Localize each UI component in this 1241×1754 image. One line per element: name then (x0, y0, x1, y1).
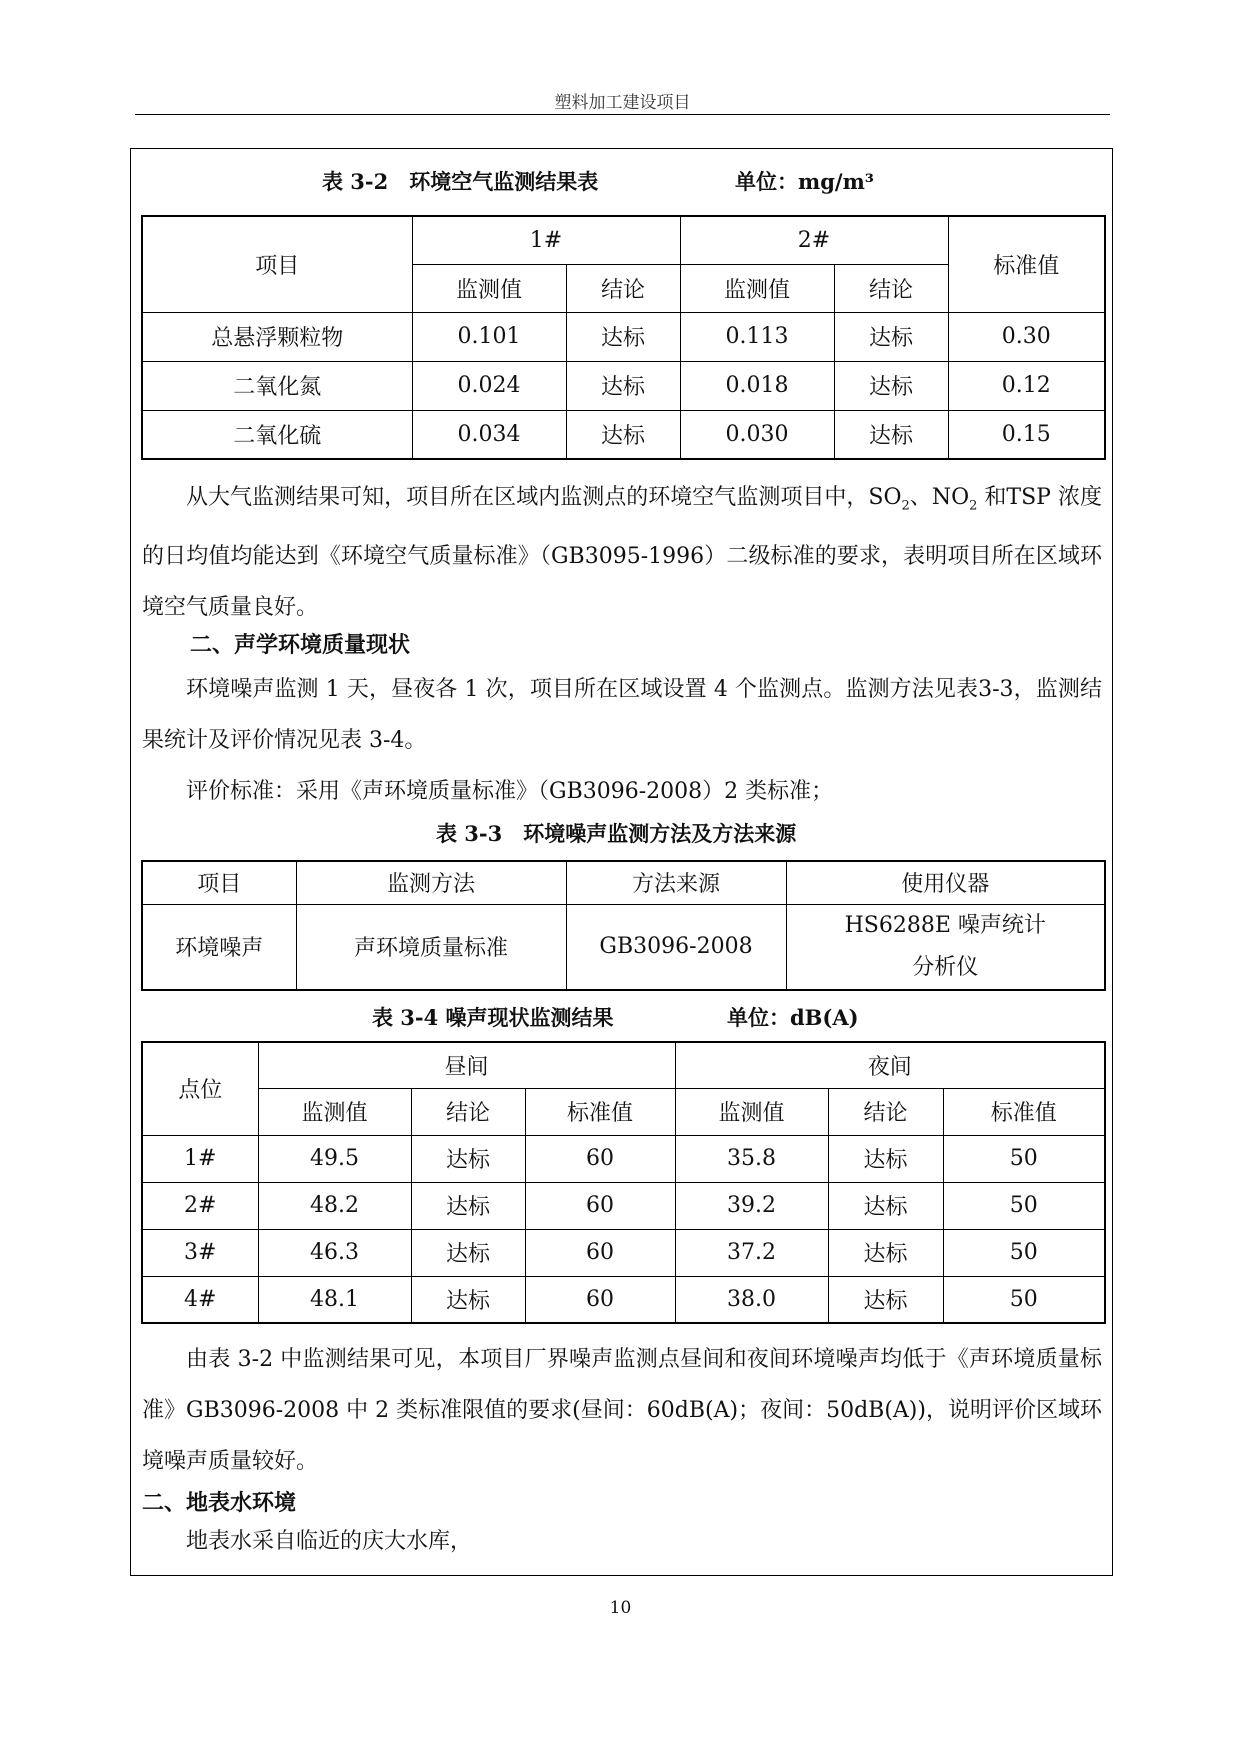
t34-point: 1# (142, 1135, 258, 1182)
page-number: 10 (609, 1598, 632, 1618)
t32-c2: 达标 (834, 312, 948, 361)
t34-head-standard: 标准值 (943, 1088, 1105, 1135)
table-row (142, 1135, 1105, 1182)
t32-head-standard: 标准值 (948, 216, 1105, 312)
t32-head-site1: 1# (412, 216, 680, 264)
t33-item: 环境噪声 (142, 904, 296, 990)
t33-instrument-line1: HS6288E 噪声统计 (844, 912, 1046, 938)
para1-sub-2: 2 (969, 498, 978, 514)
para1-sub-1: 2 (901, 498, 910, 514)
para3-text: 评价标准：采用《声环境质量标准》（GB3096-2008）2 类标准； (186, 779, 834, 804)
t34-night-value: 35.8 (675, 1135, 828, 1182)
t34-night-conclusion: 达标 (828, 1276, 943, 1323)
t34-night-value: 39.2 (675, 1182, 828, 1229)
t34-day-value: 48.2 (258, 1182, 411, 1229)
t34-night-value: 37.2 (675, 1229, 828, 1276)
t34-night-standard: 50 (943, 1182, 1105, 1229)
t32-v1: 0.101 (412, 312, 566, 361)
t32-std: 0.12 (948, 361, 1105, 410)
t32-head-conclusion: 结论 (834, 264, 948, 312)
t34-night-conclusion: 达标 (828, 1135, 943, 1182)
t34-night-value: 38.0 (675, 1276, 828, 1323)
page-header: 塑料加工建设项目 (554, 93, 691, 113)
para1-text-c: 和TSP 浓度的日均值均能达到《环境空气质量标准》（GB3095-1996）二级标准的要求，表明项目所在区域环境空气质量良好。 (142, 485, 1102, 621)
t34-day-value: 48.1 (258, 1276, 411, 1323)
t32-head-value: 监测值 (412, 264, 566, 312)
paragraph-air-conclusion (142, 472, 1102, 633)
paragraph-noise-conclusion (142, 1334, 1102, 1487)
t33-source: GB3096-2008 (566, 904, 786, 990)
t34-day-conclusion: 达标 (411, 1229, 525, 1276)
t33-instrument-line2: 分析仪 (912, 954, 979, 980)
t34-night-conclusion: 达标 (828, 1182, 943, 1229)
heading-surface-water: 二、地表水环境 (142, 1490, 297, 1516)
para4-text: 由表 3-2 中监测结果可见，本项目厂界噪声监测点昼间和夜间环境噪声均低于《声环境质量标准》GB3096-2008 中 2 类标准限值的要求(昼间：60dB(A)；夜间：50dB(A))，说明评价区域环境噪声质量较好。 (142, 1347, 1102, 1474)
para2-text: 环境噪声监测 1 天，昼夜各 1 次，项目所在区域设置 4 个监测点。监测方法见表3-3，监测结果统计及评价情况见表 3-4。 (142, 677, 1102, 753)
t33-head-source: 方法来源 (566, 861, 786, 904)
table-3-2-unit: 单位：mg/m³ (735, 169, 874, 194)
t34-night-standard: 50 (943, 1229, 1105, 1276)
paragraph-surface-water (142, 1516, 1102, 1567)
t34-day-standard: 60 (525, 1276, 675, 1323)
t32-head-site2: 2# (680, 216, 948, 264)
t32-c2: 达标 (834, 410, 948, 459)
t33-instrument (786, 904, 1105, 990)
t34-day-standard: 60 (525, 1135, 675, 1182)
t34-head-conclusion: 结论 (411, 1088, 525, 1135)
table-3-2 (141, 215, 1106, 460)
t34-night-conclusion: 达标 (828, 1229, 943, 1276)
t34-point: 3# (142, 1229, 258, 1276)
para1-text-b: 、NO (909, 485, 970, 510)
t34-head-day: 昼间 (258, 1042, 675, 1088)
t34-head-value: 监测值 (258, 1088, 411, 1135)
t32-c1: 达标 (566, 312, 680, 361)
table-row (142, 312, 1105, 361)
t32-v1: 0.024 (412, 361, 566, 410)
t34-day-conclusion: 达标 (411, 1276, 525, 1323)
t32-c1: 达标 (566, 410, 680, 459)
paragraph-evaluation-standard (142, 766, 1102, 817)
table-row (142, 410, 1105, 459)
t33-method: 声环境质量标准 (296, 904, 566, 990)
t32-v1: 0.034 (412, 410, 566, 459)
table-row (142, 904, 1105, 990)
t34-day-value: 49.5 (258, 1135, 411, 1182)
table-row (142, 361, 1105, 410)
t34-head-point: 点位 (142, 1042, 258, 1135)
t34-head-value: 监测值 (675, 1088, 828, 1135)
t32-std: 0.30 (948, 312, 1105, 361)
t32-item: 总悬浮颗粒物 (142, 312, 412, 361)
t32-v2: 0.030 (680, 410, 834, 459)
para1-text-a: 从大气监测结果可知，项目所在区域内监测点的环境空气监测项目中，SO (186, 485, 902, 510)
t34-point: 2# (142, 1182, 258, 1229)
t34-day-standard: 60 (525, 1182, 675, 1229)
t32-v2: 0.113 (680, 312, 834, 361)
t34-night-standard: 50 (943, 1135, 1105, 1182)
t32-std: 0.15 (948, 410, 1105, 459)
t34-head-standard: 标准值 (525, 1088, 675, 1135)
t33-head-item: 项目 (142, 861, 296, 904)
table-3-3-caption: 表 3-3 环境噪声监测方法及方法来源 (436, 821, 797, 846)
table-row (142, 1229, 1105, 1276)
table-row (142, 1182, 1105, 1229)
paragraph-noise-monitoring (142, 664, 1102, 766)
t32-head-value: 监测值 (680, 264, 834, 312)
table-3-4-unit: 单位：dB(A) (727, 1005, 859, 1030)
t32-c2: 达标 (834, 361, 948, 410)
para5-text: 地表水采自临近的庆大水库， (186, 1529, 473, 1554)
table-3-3 (141, 860, 1106, 991)
heading-acoustic: 二、声学环境质量现状 (190, 632, 411, 658)
table-3-4 (141, 1041, 1106, 1324)
table-row (142, 1276, 1105, 1323)
t33-head-instrument: 使用仪器 (786, 861, 1105, 904)
t34-night-standard: 50 (943, 1276, 1105, 1323)
t34-head-night: 夜间 (675, 1042, 1105, 1088)
t32-head-conclusion: 结论 (566, 264, 680, 312)
t32-item: 二氧化硫 (142, 410, 412, 459)
t34-day-conclusion: 达标 (411, 1135, 525, 1182)
table-3-2-caption: 表 3-2 环境空气监测结果表 (322, 169, 599, 194)
t32-head-item: 项目 (142, 216, 412, 312)
t34-point: 4# (142, 1276, 258, 1323)
t34-day-standard: 60 (525, 1229, 675, 1276)
t34-head-conclusion: 结论 (828, 1088, 943, 1135)
header-rule (135, 114, 1110, 115)
t32-item: 二氧化氮 (142, 361, 412, 410)
t34-day-value: 46.3 (258, 1229, 411, 1276)
t32-v2: 0.018 (680, 361, 834, 410)
t33-head-method: 监测方法 (296, 861, 566, 904)
t34-day-conclusion: 达标 (411, 1182, 525, 1229)
table-3-4-caption: 表 3-4 噪声现状监测结果 (372, 1005, 614, 1030)
t32-c1: 达标 (566, 361, 680, 410)
